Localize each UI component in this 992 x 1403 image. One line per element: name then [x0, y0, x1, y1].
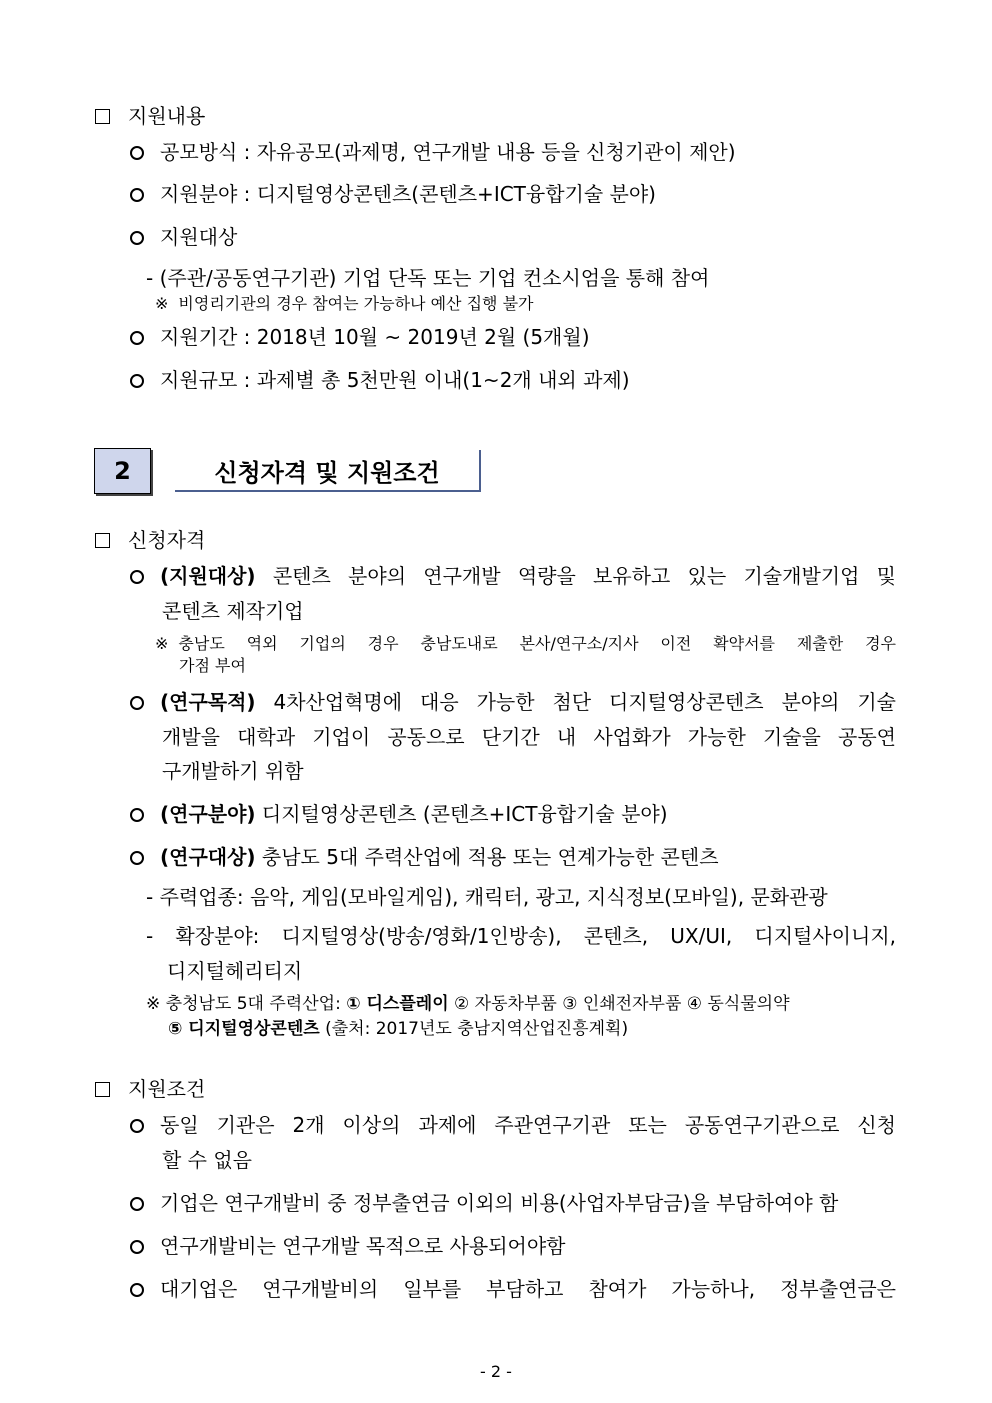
- item-recruit-method: 공모방식 : 자유공모(과제명, 연구개발 내용 등을 신청기관이 제안): [130, 138, 736, 166]
- item-target: (지원대상) 콘텐츠 분야의 연구개발 역량을 보유하고 있는 기술개발기업 및: [130, 562, 896, 590]
- circle-bullet-icon: [130, 331, 144, 345]
- item-condition-1-cont: 할 수 없음: [162, 1148, 252, 1172]
- reference-mark-icon: ※: [155, 634, 169, 653]
- note-out-of-province-cont: 가점 부여: [179, 656, 246, 675]
- heading-conditions: 지원조건: [95, 1075, 205, 1103]
- circle-bullet-icon: [130, 231, 144, 245]
- item-condition-1: 동일 기관은 2개 이상의 과제에 주관연구기관 또는 공동연구기관으로 신청: [130, 1111, 896, 1139]
- circle-bullet-icon: [130, 1240, 144, 1254]
- sub-item-extended-field: - 확장분야: 디지털영상(방송/영화/1인방송), 콘텐츠, UX/UI, 디지털사이니지,: [146, 924, 896, 948]
- item-research-field: (연구분야) 디지털영상콘텐츠 (콘텐츠+ICT융합기술 분야): [130, 800, 668, 828]
- item-purpose-cont1: 개발을 대학과 기업이 공동으로 단기간 내 사업화가 가능한 기술을 공동연: [162, 725, 896, 749]
- sub-item-extended-field-cont: 디지털헤리티지: [167, 959, 303, 983]
- note-key-industries-cont: ⑤ 디지털영상콘텐츠 (출처: 2017년도 충남지역산업진흥계획): [168, 1019, 629, 1039]
- square-bullet-icon: [95, 533, 110, 548]
- note-out-of-province: ※ 충남도 역외 기업의 경우 충남도내로 본사/연구소/지사 이전 확약서를 제출한 경우: [155, 634, 896, 653]
- item-purpose: (연구목적) 4차산업혁명에 대응 가능한 첨단 디지털영상콘텐츠 분야의 기술: [130, 688, 896, 716]
- note-key-industries: ※ 충청남도 5대 주력산업: ① 디스플레이 ② 자동차부품 ③ 인쇄전자부품 ④ 동식물의약: [146, 994, 790, 1014]
- item-purpose-cont2: 구개발하기 위함: [162, 759, 304, 783]
- item-research-object: (연구대상) 충남도 5대 주력산업에 적용 또는 연계가능한 콘텐츠: [130, 843, 719, 871]
- item-support-target: 지원대상: [130, 223, 237, 251]
- item-support-scale: 지원규모 : 과제별 총 5천만원 이내(1~2개 내외 과제): [130, 366, 630, 394]
- note-nonprofit: ※ 비영리기관의 경우 참여는 가능하나 예산 집행 불가: [155, 294, 534, 313]
- circle-bullet-icon: [130, 696, 144, 710]
- sub-item-main-industry: - 주력업종: 음악, 게임(모바일게임), 캐릭터, 광고, 지식정보(모바일), 문화관광: [146, 885, 828, 909]
- circle-bullet-icon: [130, 1119, 144, 1133]
- circle-bullet-icon: [130, 146, 144, 160]
- item-support-field: 지원분야 : 디지털영상콘텐츠(콘텐츠+ICT융합기술 분야): [130, 180, 656, 208]
- heading-qualification: 신청자격: [95, 526, 205, 554]
- item-support-period: 지원기간 : 2018년 10월 ~ 2019년 2월 (5개월): [130, 323, 590, 351]
- item-condition-4: 대기업은 연구개발비의 일부를 부담하고 참여가 가능하나, 정부출연금은: [130, 1275, 896, 1303]
- circle-bullet-icon: [130, 374, 144, 388]
- circle-bullet-icon: [130, 1283, 144, 1297]
- square-bullet-icon: [95, 1082, 110, 1097]
- circle-bullet-icon: [130, 188, 144, 202]
- circle-bullet-icon: [130, 570, 144, 584]
- circle-bullet-icon: [130, 1197, 144, 1211]
- sub-item-participants: - (주관/공동연구기관) 기업 단독 또는 기업 컨소시엄을 통해 참여: [146, 266, 710, 290]
- reference-mark-icon: ※: [155, 294, 169, 313]
- section-number-box: 2: [94, 448, 151, 494]
- circle-bullet-icon: [130, 808, 144, 822]
- circle-bullet-icon: [130, 851, 144, 865]
- item-condition-3: 연구개발비는 연구개발 목적으로 사용되어야함: [130, 1232, 565, 1260]
- heading-support-content: 지원내용: [95, 102, 205, 130]
- page-number: - 2 -: [480, 1362, 512, 1381]
- square-bullet-icon: [95, 109, 110, 124]
- item-condition-2: 기업은 연구개발비 중 정부출연금 이외의 비용(사업자부담금)을 부담하여야 함: [130, 1189, 838, 1217]
- section-title: 신청자격 및 지원조건: [175, 450, 481, 492]
- item-target-cont: 콘텐츠 제작기업: [162, 599, 304, 623]
